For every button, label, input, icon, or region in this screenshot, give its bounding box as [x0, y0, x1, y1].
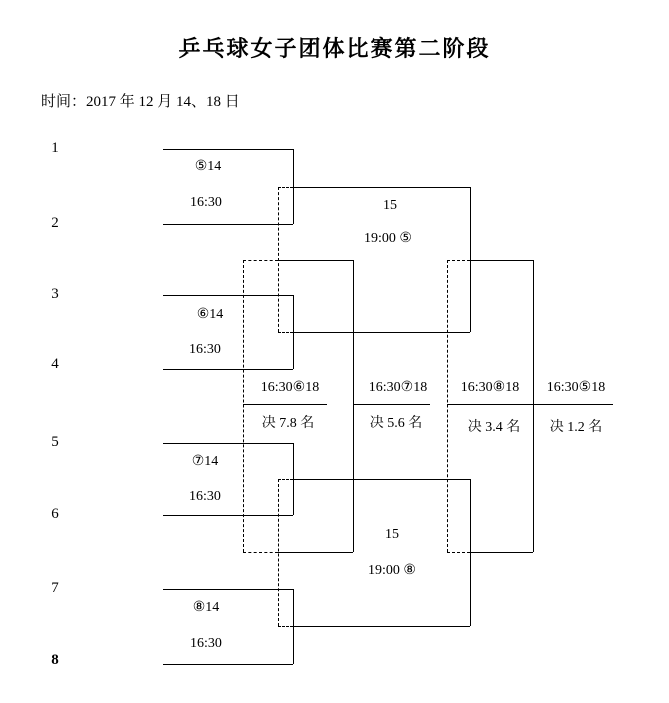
- semifinal-bottom-loser-stub: [447, 552, 470, 553]
- seed-7-line: [163, 589, 293, 590]
- seed-label-6: 6: [51, 506, 59, 522]
- seed-label-2: 2: [51, 215, 59, 231]
- place12-schedule-label: 16:30⑤18: [546, 380, 606, 395]
- seed-1-line: [163, 149, 293, 150]
- match7-table-label: ⑦14: [191, 454, 219, 469]
- match6-table-label: ⑥14: [196, 307, 224, 322]
- match5-winner-line: [293, 187, 470, 188]
- page-title: 乒乓球女子团体比赛第二阶段: [178, 36, 491, 61]
- match5-time-label: 16:30: [190, 195, 222, 210]
- place34-result-line: [447, 404, 533, 405]
- place56-title-label: 决 5.6 名: [369, 416, 423, 431]
- semifinal-bottom-winner-line: [470, 552, 533, 553]
- match5-loser-stub: [278, 187, 293, 188]
- seed-label-1: 1: [51, 140, 59, 156]
- semifinal-top-time-label: 19:00 ⑤: [364, 231, 412, 246]
- semifinal-bottom-date-label: 15: [385, 527, 399, 542]
- seed-label-4: 4: [51, 356, 59, 372]
- crossover-top-loser-stub: [243, 260, 278, 261]
- match8-time-label: 16:30: [190, 636, 222, 651]
- seed-label-5: 5: [51, 434, 59, 450]
- schedule-text: 时间：2017 年 12 月 14、18 日: [41, 94, 240, 110]
- place12-title-label: 决 1.2 名: [549, 420, 603, 435]
- seed-2-line: [163, 224, 293, 225]
- crossover-top-winner-line: [278, 260, 353, 261]
- place78-join-line: [243, 260, 244, 552]
- place56-result-line: [353, 404, 430, 405]
- place34-title-label: 决 3.4 名: [467, 420, 521, 435]
- place12-result-line: [533, 404, 613, 405]
- place78-title-label: 决 7.8 名: [261, 416, 315, 431]
- match8-winner-line: [293, 626, 470, 627]
- seed-5-line: [163, 443, 293, 444]
- place56-schedule-label: 16:30⑦18: [368, 380, 428, 395]
- seed-6-line: [163, 515, 293, 516]
- match6-winner-line: [293, 332, 470, 333]
- seed-8-line: [163, 664, 293, 665]
- place78-result-line: [243, 404, 327, 405]
- seed-label-7: 7: [51, 580, 59, 596]
- place34-schedule-label: 16:30⑧18: [460, 380, 520, 395]
- seed-4-line: [163, 369, 293, 370]
- match5-table-label: ⑤14: [194, 159, 222, 174]
- seed-label-3: 3: [51, 286, 59, 302]
- seed-3-line: [163, 295, 293, 296]
- match6-time-label: 16:30: [189, 342, 221, 357]
- final-join-line: [533, 260, 534, 552]
- match8-table-label: ⑧14: [192, 600, 220, 615]
- crossover-bottom-winner-line: [278, 552, 353, 553]
- match7-loser-stub: [278, 479, 293, 480]
- match6-loser-stub: [278, 332, 293, 333]
- seed-label-8: 8: [51, 652, 59, 668]
- match7-winner-line: [293, 479, 470, 480]
- semifinal-top-loser-stub: [447, 260, 470, 261]
- match7-time-label: 16:30: [189, 489, 221, 504]
- place78-schedule-label: 16:30⑥18: [260, 380, 320, 395]
- semifinal-top-date-label: 15: [383, 198, 397, 213]
- match8-loser-stub: [278, 626, 293, 627]
- crossover-bottom-loser-stub: [243, 552, 278, 553]
- place56-join-line: [353, 260, 354, 552]
- semifinal-bottom-time-label: 19:00 ⑧: [368, 563, 416, 578]
- place34-join-line: [447, 260, 448, 552]
- semifinal-top-winner-line: [470, 260, 533, 261]
